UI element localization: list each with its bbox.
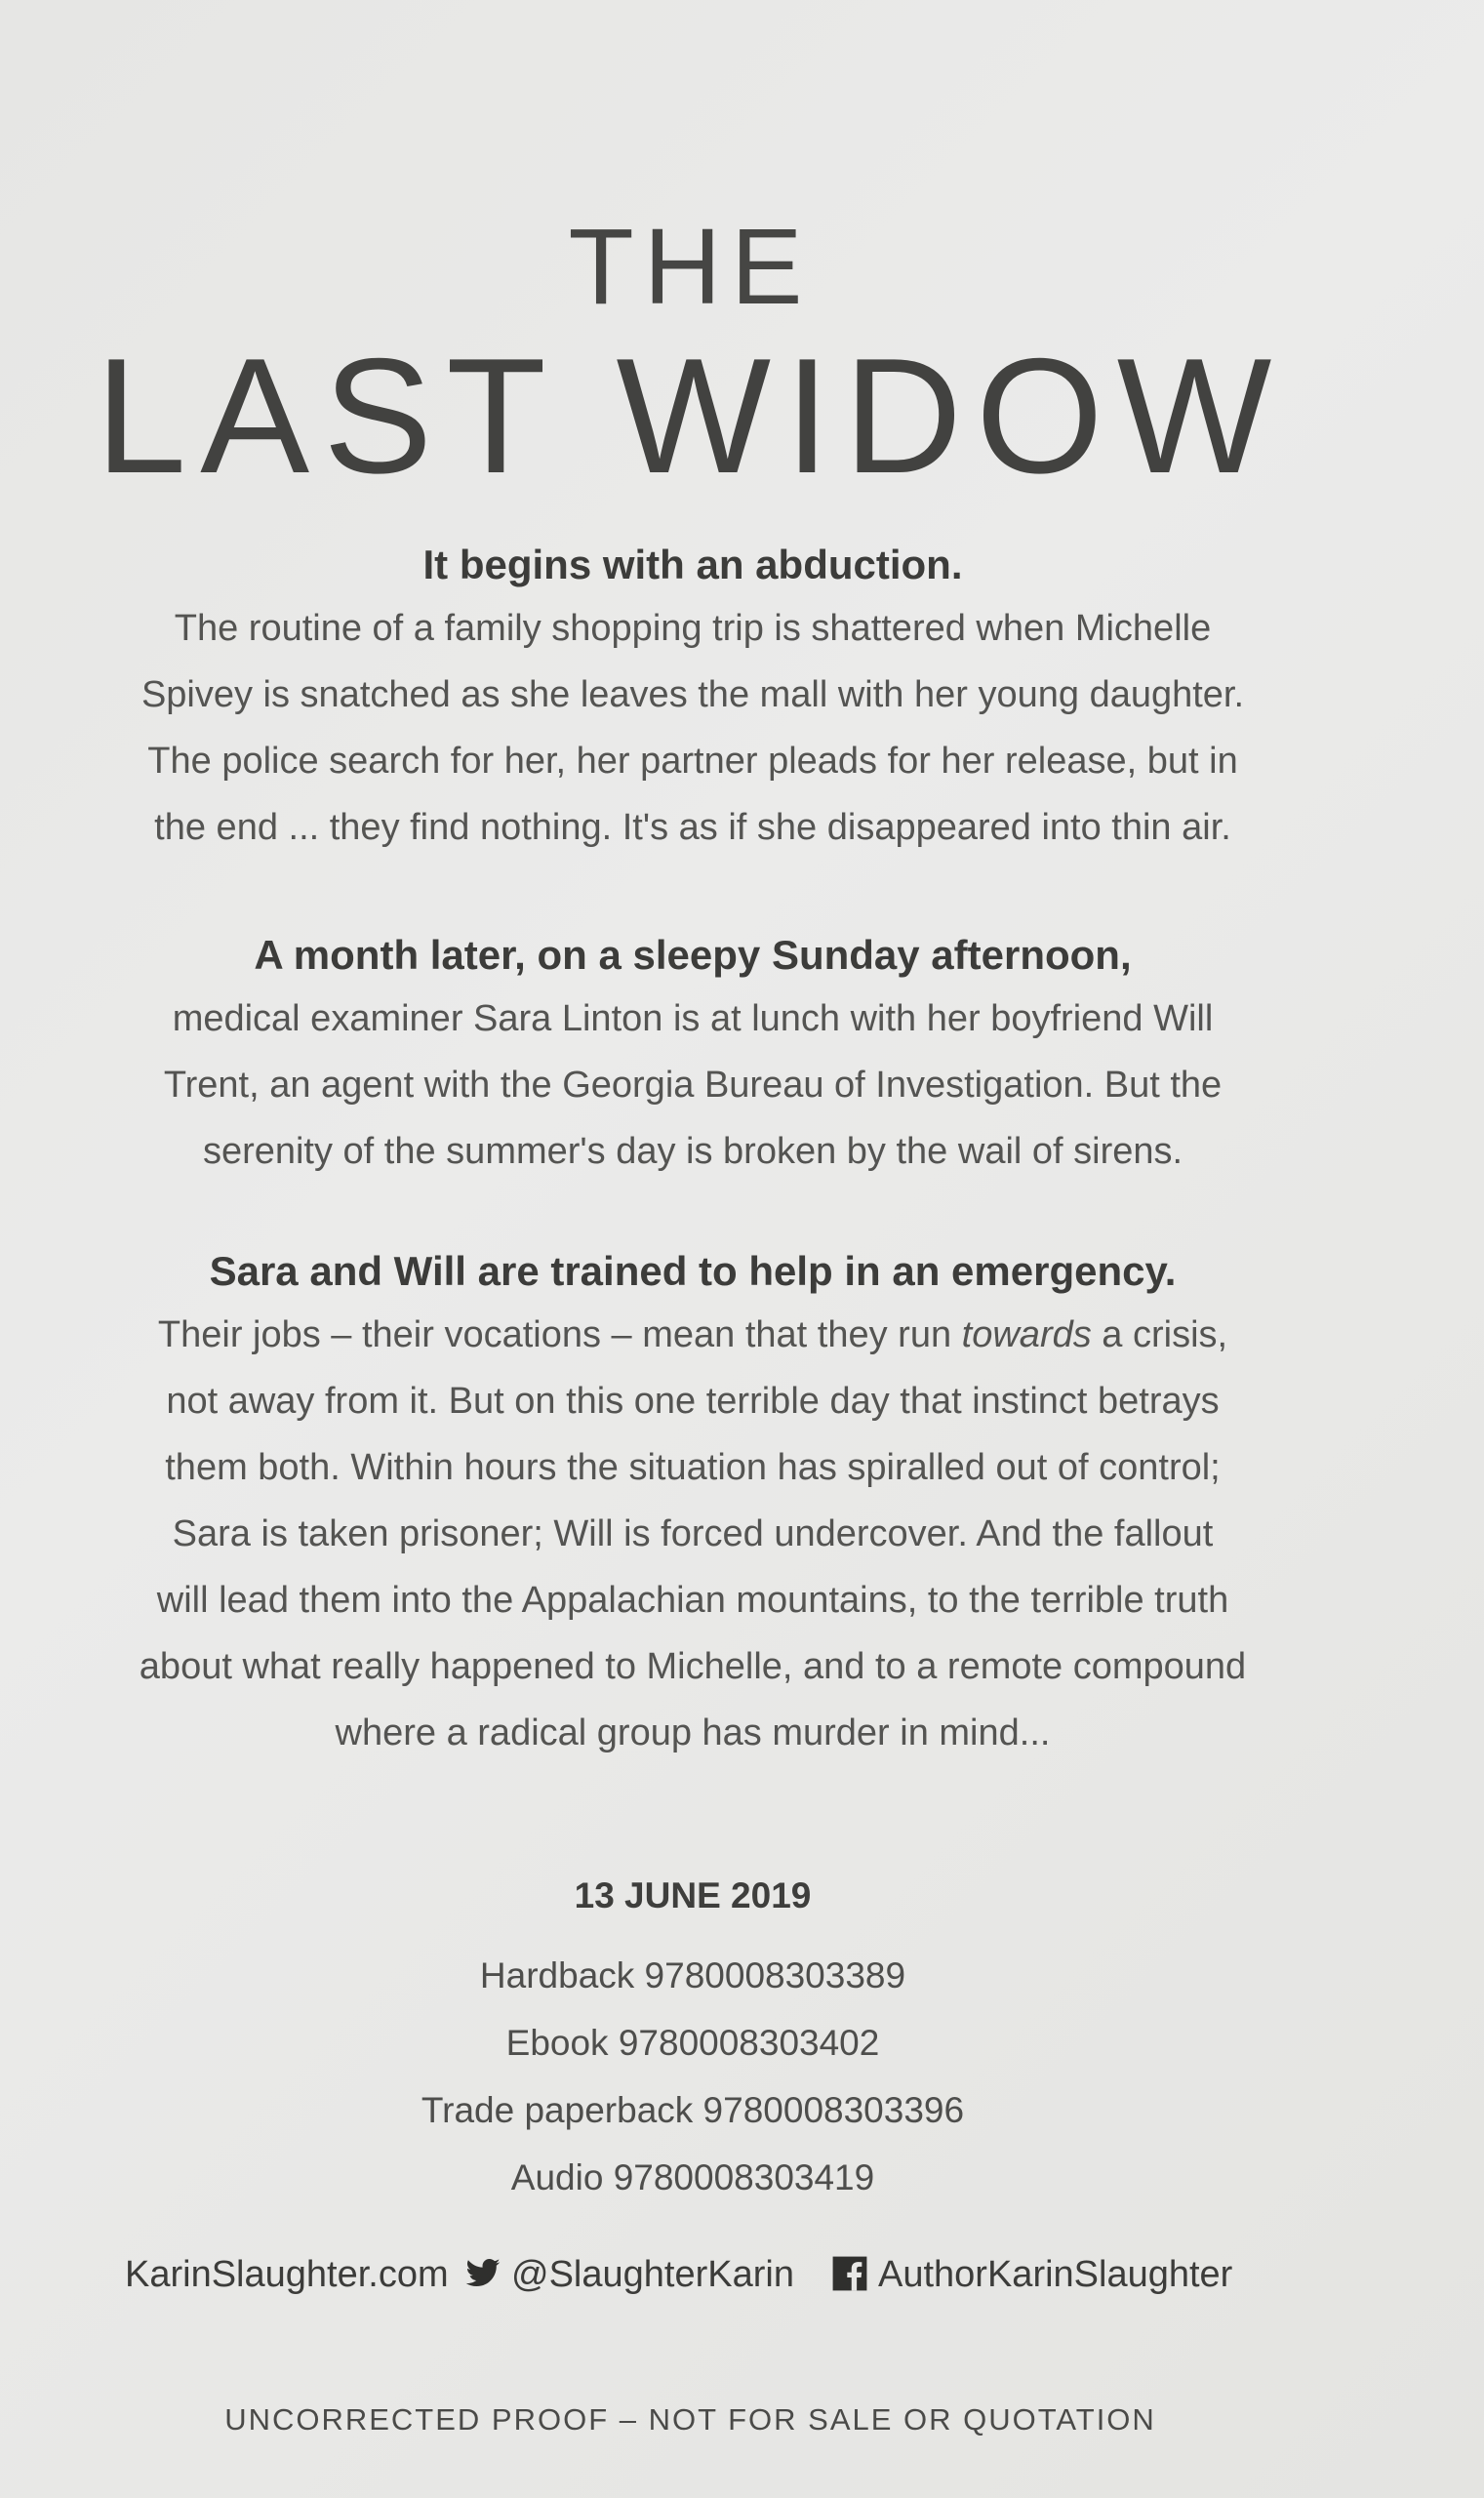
- twitter-handle-text: @SlaughterKarin: [511, 2254, 794, 2295]
- blurb-line: The routine of a family shopping trip is shattered when Michelle: [174, 608, 1212, 649]
- social-links: [0, 2254, 1484, 2313]
- blurb-line: Spivey is snatched as she leaves the mall with her young daughter.: [140, 674, 1245, 715]
- blurb-line: about what really happened to Michelle, and to a remote compound: [139, 1646, 1247, 1687]
- blurb-line: them both. Within hours the situation has spiralled out of control;: [165, 1447, 1221, 1488]
- format-trade-paperback: Trade paperback 9780008303396: [421, 2090, 965, 2130]
- title-the: THE: [568, 207, 813, 327]
- blurb-section-2: [59, 925, 1327, 1185]
- book-title: LAST WIDOW: [95, 324, 1286, 507]
- blurb-line: not away from it. But on this one terrible day that instinct betrays: [166, 1381, 1220, 1422]
- twitter-bird-icon: [464, 2255, 501, 2292]
- blurb-lead-3: Sara and Will are trained to help in an emergency.: [209, 1248, 1177, 1294]
- blurb-line: the end ... they find nothing. It's as if she disappeared into thin air.: [154, 807, 1231, 848]
- blurb-line: [59, 1302, 1327, 1368]
- blurb-line: serenity of the summer's day is broken by the wail of sirens.: [202, 1131, 1183, 1172]
- website-link[interactable]: KarinSlaughter.com: [125, 2254, 449, 2295]
- blurb-line: medical examiner Sara Linton is at lunch with her boyfriend Will: [172, 998, 1214, 1039]
- facebook-page-text: AuthorKarinSlaughter: [878, 2254, 1233, 2295]
- format-hardback: Hardback 9780008303389: [479, 1955, 906, 1995]
- proof-disclaimer: UNCORRECTED PROOF – NOT FOR SALE OR QUOTATION: [224, 2402, 1156, 2437]
- blurb-section-3: [59, 1241, 1327, 1766]
- blurb-text: a crisis,: [1091, 1314, 1228, 1355]
- blurb-lead-2: A month later, on a sleepy Sunday afternoon,: [254, 932, 1132, 978]
- blurb-section-1: [59, 535, 1327, 861]
- publication-date: 13 JUNE 2019: [574, 1875, 812, 1915]
- blurb-lead-1: It begins with an abduction.: [422, 542, 963, 587]
- blurb-line: The police search for her, her partner pleads for her release, but in: [147, 741, 1238, 782]
- facebook-page[interactable]: [831, 2254, 1232, 2296]
- format-ebook: Ebook 9780008303402: [505, 2023, 880, 2063]
- format-audio: Audio 9780008303419: [510, 2157, 875, 2197]
- blurb-line: Trent, an agent with the Georgia Bureau of Investigation. But the: [163, 1065, 1223, 1106]
- blurb-text: Their jobs – their vocations – mean that they run: [157, 1314, 962, 1355]
- blurb-line: where a radical group has murder in mind...: [335, 1712, 1051, 1753]
- blurb-line: Sara is taken prisoner; Will is forced undercover. And the fallout: [172, 1513, 1214, 1554]
- format-list: [59, 1942, 1327, 2211]
- blurb-italic-text: towards: [961, 1314, 1092, 1355]
- blurb-line: will lead them into the Appalachian mountains, to the terrible truth: [156, 1580, 1229, 1621]
- facebook-f-icon: [831, 2255, 868, 2292]
- twitter-handle[interactable]: [464, 2254, 794, 2296]
